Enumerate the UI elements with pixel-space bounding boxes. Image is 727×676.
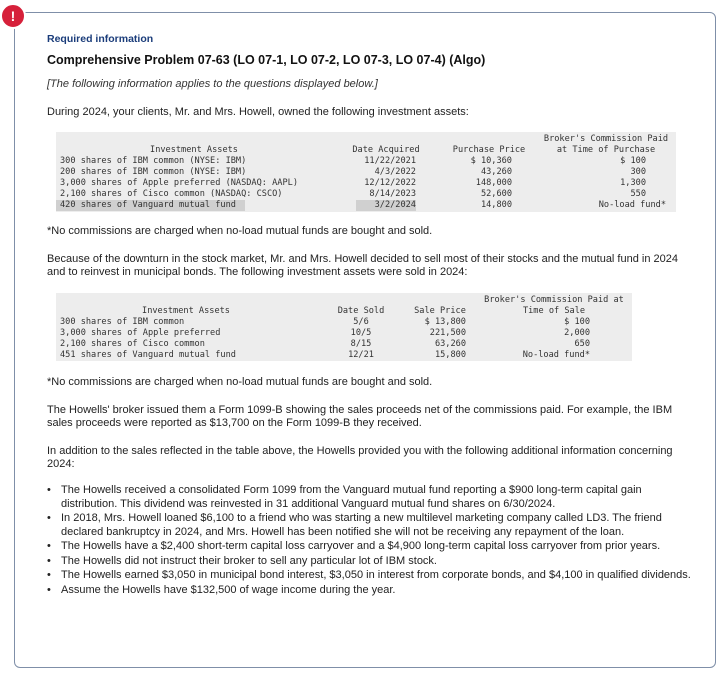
table2-row1-price: $ 13,800 xyxy=(424,317,466,327)
table2-row4-asset: 451 shares of Vanguard mutual fund xyxy=(60,350,236,360)
table2-header-price: Sale Price xyxy=(414,306,466,316)
table2-row4-date: 12/21 xyxy=(348,350,374,360)
table1-row1-commission: $ 100 xyxy=(620,156,646,166)
alert-icon: ! xyxy=(0,3,26,29)
table1-row1-asset: 300 shares of IBM common (NYSE: IBM) xyxy=(60,156,247,166)
table1-row2-asset: 200 shares of IBM common (NYSE: IBM) xyxy=(60,167,247,177)
list-item: • In 2018, Mrs. Howell loaned $6,100 to a friend who was starting a new multilevel marketing company called LD3. The friend declared bankruptcy in 2024, and Mrs. Howell has been notified she will not be receiving any repayment of the loan. xyxy=(47,512,697,539)
table1-row3-asset: 3,000 shares of Apple preferred (NASDAQ: AAPL) xyxy=(60,178,298,188)
table2-row2-price: 221,500 xyxy=(429,328,466,338)
sale-intro-paragraph: Because of the downturn in the stock market, Mr. and Mrs. Howell decided to sell most of their stocks and the mutual fund in 2024 and to reinvest in municipal bonds. The following investment assets were sold in 2024: xyxy=(47,253,678,278)
table2-row1-commission: $ 100 xyxy=(564,317,590,327)
list-item: • The Howells have a $2,400 short-term capital loss carryover and a $4,900 long-term capital loss carryover from prior years. xyxy=(47,540,697,554)
table1-row2-commission: 300 xyxy=(630,167,646,177)
table2-row1-asset: 300 shares of IBM common xyxy=(60,317,185,327)
table1-header-asset: Investment Assets xyxy=(150,145,238,155)
table1-header-commission-1: Broker's Commission Paid xyxy=(543,134,669,144)
problem-title: Comprehensive Problem 07-63 (LO 07-1, LO 07-2, LO 07-3, LO 07-4) (Algo) xyxy=(47,53,486,67)
table1-header-price: Purchase Price xyxy=(452,145,526,155)
table1-header-date: Date Acquired xyxy=(352,145,420,155)
table1-row3-commission: 1,300 xyxy=(620,178,646,188)
table2-row3-date: 8/15 xyxy=(350,339,372,349)
additional-info-list xyxy=(47,484,697,598)
table1-row2-date: 4/3/2022 xyxy=(374,167,416,177)
table2-row3-asset: 2,100 shares of Cisco common xyxy=(60,339,205,349)
table1-row3-date: 12/12/2022 xyxy=(364,178,416,188)
table1-row4-date: 8/14/2023 xyxy=(369,189,416,199)
list-item: • The Howells received a consolidated Form 1099 from the Vanguard mutual fund reporting a $900 long-term capital gain distribution. This dividend was reinvested in 31 additional Vanguard mutual fund shares on 6/30/2024. xyxy=(47,484,697,511)
table1-row5-date: 3/2/2024 xyxy=(356,200,416,211)
required-information-label: Required information xyxy=(47,33,154,45)
table2-row2-date: 10/5 xyxy=(350,328,372,338)
footnote-2: *No commissions are charged when no-load mutual funds are bought and sold. xyxy=(47,376,433,388)
table2-header-commission-1: Broker's Commission Paid at xyxy=(484,295,624,305)
table2-row4-price: 15,800 xyxy=(434,350,466,360)
additional-info-paragraph: In addition to the sales reflected in the table above, the Howells provided you with the following additional information concerning 2024: xyxy=(47,445,673,470)
table1-row1-date: 11/22/2021 xyxy=(364,156,416,166)
table1-row5-asset: 420 shares of Vanguard mutual fund xyxy=(56,200,245,211)
list-item: • The Howells earned $3,050 in municipal bond interest, $3,050 in interest from corporate bonds, and $4,100 in qualified dividends. xyxy=(47,569,697,583)
table1-row4-commission: 550 xyxy=(630,189,646,199)
table2-header-date: Date Sold xyxy=(337,306,385,316)
table1-row4-price: 52,600 xyxy=(480,189,512,199)
table2-row1-date: 5/6 xyxy=(353,317,369,327)
broker-form-paragraph: The Howells' broker issued them a Form 1099-B showing the sales proceeds net of the commissions paid. For example, the IBM sales proceeds were reported as $13,700 on the Form 1099-B they received. xyxy=(47,404,673,429)
sales-table xyxy=(56,293,632,361)
table2-row3-price: 63,260 xyxy=(434,339,466,349)
intro-paragraph: During 2024, your clients, Mr. and Mrs. Howell, owned the following investment assets: xyxy=(47,106,469,118)
applies-note: [The following information applies to the questions displayed below.] xyxy=(47,78,378,90)
table1-row5-commission: No-load fund* xyxy=(598,200,666,210)
table1-row4-asset: 2,100 shares of Cisco common (NASDAQ: CSCO) xyxy=(60,189,283,199)
table2-header-asset: Investment Assets xyxy=(142,306,230,316)
table2-row2-commission: 2,000 xyxy=(564,328,590,338)
table1-row5-price: 14,800 xyxy=(480,200,512,210)
table1-header-commission-2: at Time of Purchase xyxy=(556,145,656,155)
table2-row4-commission: No-load fund* xyxy=(522,350,590,360)
purchase-table xyxy=(56,132,676,212)
table2-header-commission-2: Time of Sale xyxy=(522,306,586,316)
table1-row2-price: 43,260 xyxy=(480,167,512,177)
table1-row1-price: $ 10,360 xyxy=(470,156,512,166)
list-item: • The Howells did not instruct their broker to sell any particular lot of IBM stock. xyxy=(47,555,697,569)
footnote-1: *No commissions are charged when no-load mutual funds are bought and sold. xyxy=(47,225,433,237)
table1-row3-price: 148,000 xyxy=(475,178,512,188)
table2-row3-commission: 650 xyxy=(574,339,590,349)
list-item: • Assume the Howells have $132,500 of wage income during the year. xyxy=(47,584,697,598)
table2-row2-asset: 3,000 shares of Apple preferred xyxy=(60,328,221,338)
